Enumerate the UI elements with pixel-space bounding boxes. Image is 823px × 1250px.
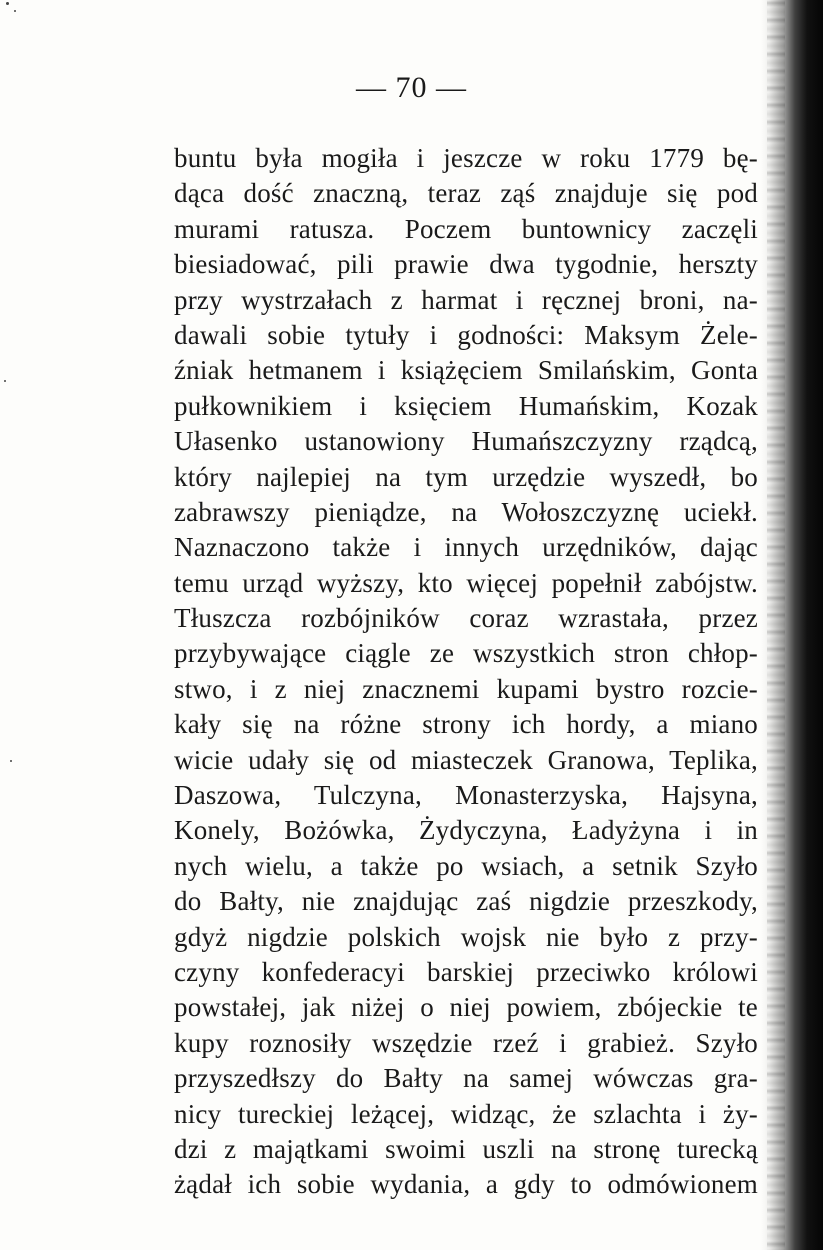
scan-speck (14, 10, 16, 12)
text-line: kały się na różne strony ich hordy, a miano (174, 709, 758, 740)
text-line: temu urząd wyższy, kto więcej popełnił zabójstw. (174, 567, 758, 598)
text-line: nicy tureckiej leżącej, widząc, że szlachta i ży- (174, 1098, 758, 1129)
scan-speck (10, 760, 12, 762)
text-line: gdyż nigdzie polskich wojsk nie było z przy- (174, 921, 758, 952)
text-line: przybywające ciągle ze wszystkich stron chłop- (174, 638, 758, 669)
page-number: — 70 — (356, 71, 467, 104)
text-line: przy wystrzałach z harmat i ręcznej broni, na- (174, 284, 758, 315)
text-line: buntu była mogiła i jeszcze w roku 1779 bę- (174, 143, 758, 173)
text-line: wicie udały się od miasteczek Granowa, Teplika, (174, 744, 758, 775)
text-line: dzi z majątkami swoimi uszli na stronę turecką (174, 1133, 758, 1164)
text-line: Tłuszcza rozbójników coraz wzrastała, przez (174, 603, 758, 634)
text-line: dąca dość znaczną, teraz ząś znajduje się pod (174, 178, 758, 209)
text-line: Ułasenko ustanowiony Humańszczyzny rządcą, (174, 426, 758, 457)
text-line: zabrawszy pieniądze, na Wołoszczyznę uciekł. (174, 496, 758, 527)
text-line: Konely, Bożówka, Żydyczyna, Ładyżyna i in (174, 815, 758, 846)
text-line: Naznaczono także i innych urzędników, dając (174, 532, 758, 563)
text-line: żądał ich sobie wydania, a gdy to odmówionem (174, 1169, 758, 1200)
text-line: czyny konfederacyi barskiej przeciwko królowi (174, 956, 758, 987)
text-line: przyszedłszy do Bałty na samej wówczas gra- (174, 1063, 758, 1094)
body-text (174, 141, 758, 1203)
text-line: biesiadować, pili prawie dwa tygodnie, herszty (174, 249, 758, 280)
text-line: kupy roznosiły wszędzie rzeź i grabież. Szyło (174, 1027, 758, 1058)
text-line: dawali sobie tytuły i godności: Maksym Żele- (174, 319, 758, 350)
text-line: źniak hetmanem i książęciem Smilańskim, Gonta (174, 355, 758, 386)
text-line: stwo, i z niej znacznemi kupami bystro rozcie- (174, 673, 758, 704)
scan-speck (4, 380, 6, 382)
text-line: do Bałty, nie znajdując zaś nigdzie przeszkody, (174, 886, 758, 917)
text-line: pułkownikiem i księciem Humańskim, Kozak (174, 390, 758, 421)
text-line: który najlepiej na tym urzędzie wyszedł, bo (174, 461, 758, 492)
text-line: powstałej, jak niżej o niej powiem, zbójeckie te (174, 992, 758, 1023)
text-line: nych wielu, a także po wsiach, a setnik Szyło (174, 850, 758, 881)
book-binding-edge (761, 0, 823, 1250)
scan-speck (6, 2, 9, 5)
text-line: murami ratusza. Poczem buntownicy zaczęli (174, 213, 758, 244)
text-line: Daszowa, Tulczyna, Monasterzyska, Hajsyna, (174, 780, 758, 811)
